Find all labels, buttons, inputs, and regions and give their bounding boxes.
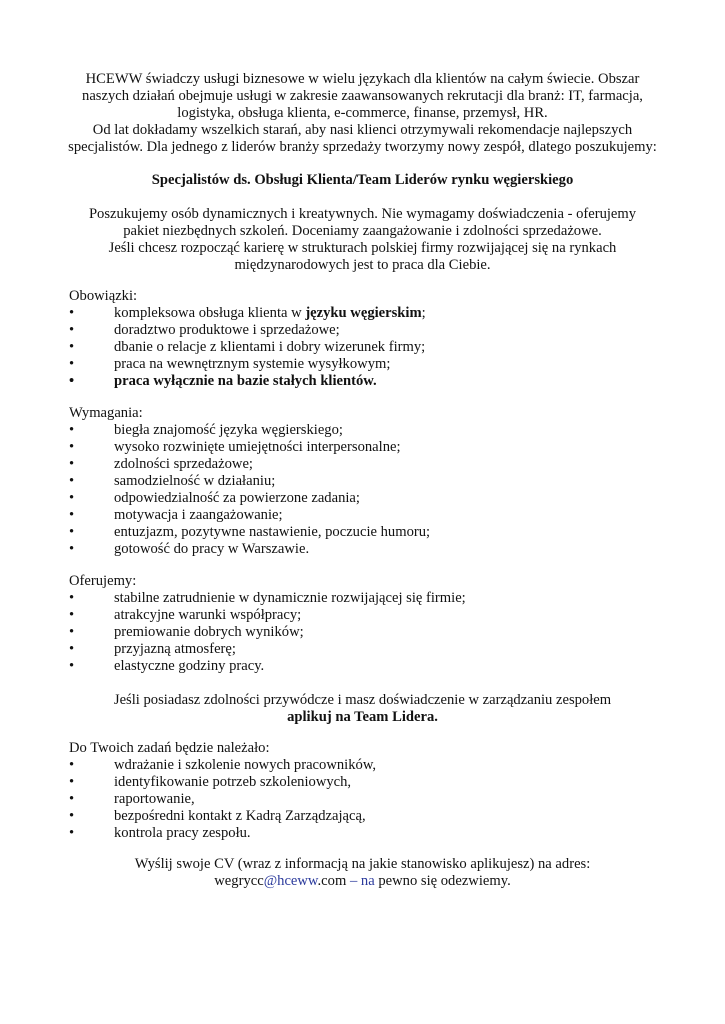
item-text: biegła znajomość języka węgierskiego; [114,422,343,438]
bullet-icon: • [69,590,75,606]
list-item [69,422,669,439]
item-text: entuzjazm, pozytywne nastawienie, poczucie humoru; [114,524,431,540]
item-bold-text: języku węgierskim [305,305,422,321]
offer-line: międzynarodowych jest to praca dla Ciebie. [234,257,491,273]
list-item [69,607,669,624]
list-item [69,473,669,490]
list-item [69,541,669,558]
item-text: dbanie o relacje z klientami i dobry wizerunek firmy; [114,339,426,355]
list-item [69,507,669,524]
offer-line: Jeśli chcesz rozpocząć karierę w strukturach polskiej firmy rozwijającej się na rynkach [108,240,617,256]
list-item [69,757,669,774]
bullet-icon: • [69,791,75,807]
bullet-icon: • [69,456,75,472]
item-text: przyjazną atmosferę; [114,641,236,657]
bullet-icon: • [69,624,75,640]
bullet-icon: • [69,607,75,623]
bullet-icon: • [69,305,75,321]
item-text: zdolności sprzedażowe; [114,456,253,472]
leader-cta: aplikuj na Team Lidera. [287,709,438,725]
list-item [69,490,669,507]
list-item [69,305,669,322]
offer-line: Poszukujemy osób dynamicznych i kreatywnych. Nie wymagamy doświadczenia - oferujemy [88,206,637,222]
benefits-heading: Oferujemy: [69,573,137,589]
list-item [69,774,669,791]
bullet-icon: • [69,373,75,389]
bullet-icon: • [69,339,75,355]
bullet-icon: • [69,541,75,557]
cv-instructions [0,856,725,890]
bullet-icon: • [69,439,75,455]
bullet-icon: • [69,524,75,540]
leader-line: Jeśli posiadasz zdolności przywódcze i masz doświadczenie w zarządzaniu zespołem [113,692,612,708]
item-text: kontrola pracy zespołu. [114,825,251,841]
company-intro [0,71,725,156]
team-leader-paragraph [0,692,725,726]
tasks-section [69,740,669,842]
list-item [69,791,669,808]
requirements-heading: Wymagania: [69,405,143,421]
cv-line: Wyślij swoje CV (wraz z informacją na jakie stanowisko aplikujesz) na adres: [134,856,591,872]
offer-paragraph [0,206,725,274]
item-text: kompleksowa obsługa klienta w [114,305,306,321]
item-text: odpowiedzialność za powierzone zadania; [114,490,360,506]
email-link[interactable]: @hceww [263,873,318,889]
intro-line: logistyka, obsługa klienta, e-commerce, finanse, przemysł, HR. [177,105,548,121]
bullet-icon: • [69,490,75,506]
tasks-heading: Do Twoich zadań będzie należało: [69,740,270,756]
list-item [69,658,669,675]
list-item [69,808,669,825]
intro-line: naszych działań obejmuje usługi w zakresie zaawansowanych rekrutacji dla branż: IT, farmacja, [82,88,643,104]
intro-line: Od lat dokładamy wszelkich starań, aby nasi klienci otrzymywali rekomendacje najlepszych [92,122,633,138]
item-text: elastyczne godziny pracy. [114,658,265,674]
item-text: ; [421,305,426,321]
position-title: Specjalistów ds. Obsługi Klienta/Team Liderów rynku węgierskiego [151,172,574,188]
bullet-icon: • [69,356,75,372]
item-text: doradztwo produktowe i sprzedażowe; [114,322,340,338]
list-item [69,641,669,658]
email-suffix: .com [317,873,347,889]
list-item [69,356,669,373]
intro-line: HCEWW świadczy usługi biznesowe w wielu językach dla klientów na całym świecie. Obszar [85,71,640,87]
offer-line: pakiet niezbędnych szkoleń. Doceniamy zaangażowanie i zdolności sprzedażowe. [123,223,602,239]
benefits-section [69,573,669,675]
item-bold-text: praca wyłącznie na bazie stałych klientów. [114,373,377,389]
bullet-icon: • [69,774,75,790]
cv-contact-line [0,873,725,890]
item-text: wdrażanie i szkolenie nowych pracowników, [114,757,377,773]
bullet-icon: • [69,322,75,338]
bullet-icon: • [69,825,75,841]
item-text: identyfikowanie potrzeb szkoleniowych, [114,774,352,790]
item-text: raportowanie, [114,791,195,807]
list-item [69,322,669,339]
item-text: premiowanie dobrych wyników; [114,624,304,640]
item-text: motywacja i zaangażowanie; [114,507,283,523]
list-item [69,524,669,541]
bullet-icon: • [69,507,75,523]
item-text: gotowość do pracy w Warszawie. [114,541,310,557]
list-item [69,624,669,641]
requirements-section [69,405,669,558]
bullet-icon: • [69,658,75,674]
closing-text: pewno się odezwiemy. [374,873,511,889]
dash-text: – [346,873,361,889]
bullet-icon: • [69,757,75,773]
item-text: stabilne zatrudnienie w dynamicznie rozwijającej się firmie; [114,590,466,606]
bullet-icon: • [69,808,75,824]
item-text: wysoko rozwinięte umiejętności interpersonalne; [114,439,401,455]
item-text: samodzielność w działaniu; [114,473,276,489]
duties-heading: Obowiązki: [69,288,138,304]
item-text: atrakcyjne warunki współpracy; [114,607,302,623]
email-prefix: wegrycc [214,873,264,889]
item-text: bezpośredni kontakt z Kadrą Zarządzającą, [114,808,366,824]
na-text: na [360,873,375,889]
intro-line: specjalistów. Dla jednego z liderów branży sprzedaży tworzymy nowy zespół, dlatego poszukujemy: [68,139,657,155]
list-item [69,339,669,356]
bullet-icon: • [69,422,75,438]
list-item [69,373,669,390]
duties-section [69,288,669,390]
list-item [69,825,669,842]
bullet-icon: • [69,473,75,489]
list-item [69,456,669,473]
bullet-icon: • [69,641,75,657]
list-item [69,590,669,607]
list-item [69,439,669,456]
item-text: praca na wewnętrznym systemie wysyłkowym; [114,356,391,372]
